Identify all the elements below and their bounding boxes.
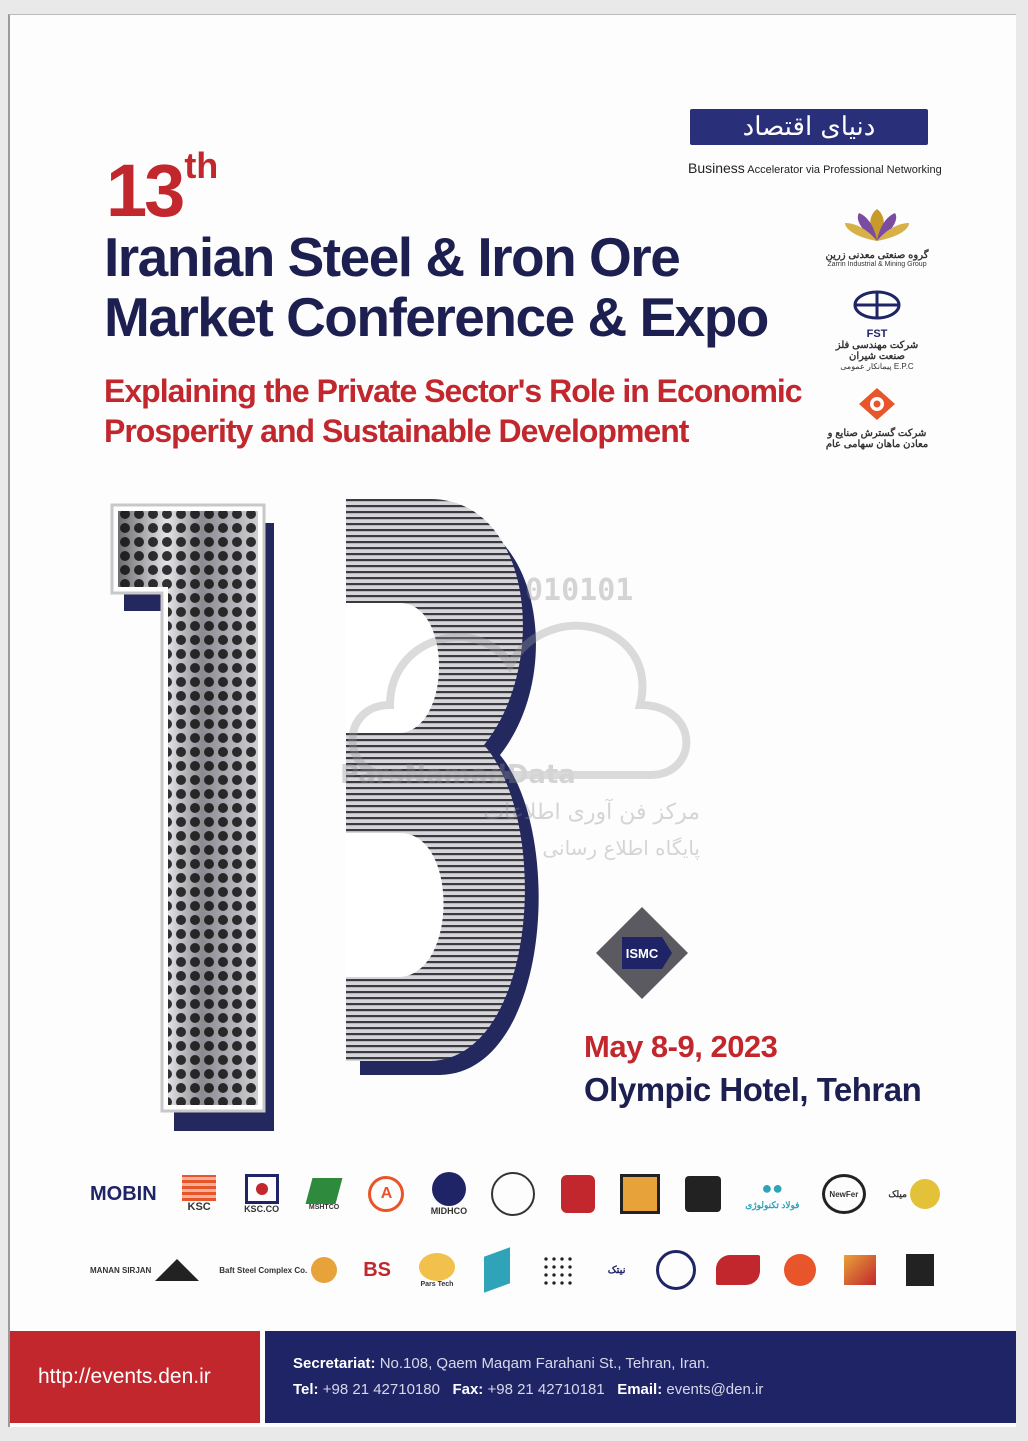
- sponsor-logo[interactable]: [219, 1257, 337, 1283]
- blue-ring-icon: [656, 1250, 696, 1290]
- sponsor-row-1: [90, 1167, 940, 1221]
- event-venue: Olympic Hotel, Tehran: [584, 1071, 922, 1108]
- sponsor-label: میلک: [888, 1188, 907, 1199]
- sponsor-logo[interactable]: [179, 1175, 219, 1213]
- contact-line: [293, 1381, 763, 1398]
- mountain-icon: [155, 1259, 199, 1281]
- email-label: Email:: [617, 1381, 663, 1398]
- dark-tile-icon: [685, 1176, 721, 1212]
- sponsor-label: MIDHCO: [430, 1206, 468, 1216]
- conference-subtitle: [104, 371, 824, 451]
- sponsor-label: نیتک: [607, 1264, 626, 1276]
- sponsor-label: Pars Tech: [420, 1280, 454, 1288]
- sponsor-label: MOBIN: [90, 1182, 157, 1205]
- watermark-line2: مرکز فن آوری اطلاعات: [483, 800, 700, 825]
- sponsor-logo[interactable]: [822, 1174, 866, 1214]
- shield-icon: [561, 1175, 595, 1213]
- sponsor-logo[interactable]: [429, 1172, 469, 1216]
- sponsor-logo[interactable]: [900, 1254, 940, 1286]
- ksc-stripes-icon: [182, 1175, 216, 1201]
- sponsor-zarrin-sub: Zarrin Industrial & Mining Group: [827, 261, 927, 268]
- sponsor-logo[interactable]: [491, 1172, 535, 1216]
- sponsor-label: BS: [363, 1258, 391, 1281]
- title-line-1: Iranian Steel & Iron Ore: [104, 226, 680, 288]
- sponsor-logo[interactable]: [304, 1178, 344, 1211]
- watermark-digits: 010101: [525, 573, 634, 608]
- sponsor-label: فولاد تکنولوژی: [745, 1199, 800, 1210]
- sponsor-logo[interactable]: [597, 1265, 637, 1276]
- sun-icon: [910, 1179, 940, 1209]
- sponsor-label: MSHTCO: [308, 1203, 340, 1211]
- sponsor-logo[interactable]: [656, 1250, 696, 1290]
- teal-mark-icon: ●●: [761, 1177, 784, 1198]
- title-line-2: Market Conference & Expo: [104, 286, 768, 348]
- sponsor-logo[interactable]: [366, 1176, 406, 1212]
- sponsor-logo[interactable]: [840, 1255, 880, 1285]
- footer-contact-panel: [265, 1331, 1016, 1423]
- edition-number: [106, 145, 218, 233]
- sponsor-label: KSC.CO: [244, 1204, 280, 1214]
- midhco-emblem-icon: [432, 1172, 466, 1206]
- sponsor-logo[interactable]: [90, 1183, 157, 1206]
- bs-icon: [363, 1259, 391, 1282]
- ismc-label: ISMC: [625, 946, 659, 961]
- fax-label: Fax:: [452, 1381, 484, 1398]
- sponsor-fst-sub2: پیمانکار عمومی E.P.C: [840, 362, 914, 371]
- fst-globe-icon: [852, 289, 902, 321]
- square-badge-icon: [620, 1174, 660, 1214]
- sponsor-logo[interactable]: [716, 1255, 760, 1285]
- subtitle-line-1: Explaining the Private Sector's Role in Economic: [104, 373, 802, 409]
- tel-label: Tel:: [293, 1381, 319, 1398]
- flame-badge-icon: [844, 1255, 876, 1285]
- sponsor-fst-name: FST: [866, 328, 888, 340]
- secretariat-line: [293, 1355, 710, 1372]
- sponsor-label: A: [380, 1185, 393, 1202]
- sponsor-logo[interactable]: [357, 1259, 397, 1282]
- sponsor-zarrin[interactable]: [822, 207, 932, 268]
- sponsor-label: Baft Steel Complex Co.: [219, 1265, 308, 1275]
- a-circle-icon: [368, 1176, 404, 1212]
- sponsor-logo[interactable]: [242, 1174, 282, 1214]
- lotus-icon: [837, 207, 917, 243]
- dot-grid-icon: [542, 1255, 572, 1285]
- organizer-tagline: [688, 160, 942, 176]
- sponsor-mahan-name: شرکت گسترش صنایع و: [827, 428, 927, 439]
- sponsor-label: KSC: [187, 1201, 211, 1213]
- footer-url-panel: [10, 1331, 260, 1423]
- fire-tile-icon: [906, 1254, 934, 1286]
- conference-title: [104, 227, 804, 347]
- watermark-line3: پایگاه اطلاع رسانی: [542, 836, 700, 860]
- event-date: May 8-9, 2023: [584, 1029, 778, 1064]
- sponsor-fst-sub: شرکت مهندسی فلز صنعت شیران: [835, 340, 919, 362]
- tagline-rest: Accelerator via Professional Networking: [747, 164, 942, 176]
- pars-tech-icon: [419, 1253, 455, 1281]
- fax-value: +98 21 42710181: [487, 1381, 605, 1398]
- sponsor-logo[interactable]: [90, 1259, 199, 1281]
- leaf-icon: [306, 1178, 343, 1204]
- orange-dome-icon: [784, 1254, 816, 1286]
- sponsor-zarrin-name: گروه صنعتی معدنی زرین: [825, 250, 929, 261]
- baft-icon: [311, 1257, 337, 1283]
- sponsor-mahan-sub: معادن ماهان سهامی عام: [825, 439, 929, 450]
- ismc-logo[interactable]: [592, 907, 692, 999]
- ksc-co-icon: [245, 1174, 279, 1204]
- sponsor-logo[interactable]: [683, 1176, 723, 1212]
- sponsor-logo[interactable]: [745, 1178, 799, 1211]
- sponsor-fst[interactable]: [822, 289, 932, 371]
- secretariat-address: No.108, Qaem Maqam Farahani St., Tehran, Iran.: [379, 1355, 710, 1372]
- sponsor-logo[interactable]: [620, 1174, 660, 1214]
- newfer-icon: [822, 1174, 866, 1214]
- watermark-brand: ParsNamadData: [340, 760, 576, 790]
- sponsor-logo[interactable]: [537, 1255, 577, 1285]
- donya-eqtesad-logo[interactable]: دنیای اقتصاد: [690, 109, 928, 145]
- sponsor-logo[interactable]: [888, 1179, 940, 1209]
- subtitle-line-2: Prosperity and Sustainable Development: [104, 413, 689, 449]
- secretariat-label: Secretariat:: [293, 1355, 376, 1372]
- tagline-bold: Business: [688, 160, 745, 176]
- expo-poster: [8, 14, 1016, 1427]
- sponsor-logo[interactable]: [417, 1253, 457, 1288]
- email-value[interactable]: events@den.ir: [666, 1381, 764, 1398]
- sponsor-label: MANAN SIRJAN: [90, 1265, 152, 1275]
- red-wave-icon: [716, 1255, 760, 1285]
- sponsor-mahan[interactable]: [822, 387, 932, 450]
- sponsor-logo[interactable]: [780, 1254, 820, 1286]
- sponsor-logo[interactable]: [558, 1175, 598, 1213]
- numeral-one-graphic: [104, 493, 294, 1133]
- sponsor-logo[interactable]: [477, 1252, 517, 1288]
- sponsor-label: NewFer: [829, 1189, 859, 1199]
- tel-value[interactable]: +98 21 42710180: [322, 1381, 440, 1398]
- mahan-gear-icon: [858, 387, 896, 421]
- edition-digits: 13: [106, 149, 183, 232]
- sponsor-row-2: [90, 1247, 940, 1293]
- event-website-link[interactable]: http://events.den.ir: [38, 1365, 211, 1388]
- mountain-seal-icon: [491, 1172, 535, 1216]
- watermark: [330, 555, 720, 895]
- teal-swirl-icon: [484, 1247, 510, 1292]
- edition-suffix: th: [184, 145, 219, 186]
- milk-logo: [888, 1179, 940, 1209]
